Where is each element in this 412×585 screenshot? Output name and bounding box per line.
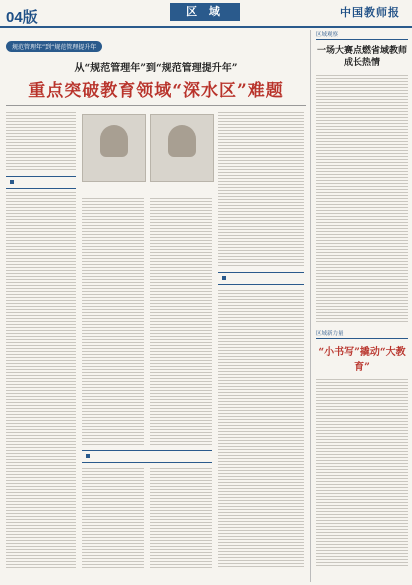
article-body: [6, 110, 306, 568]
sidebar-headline: “小书写”撬动“大教育”: [318, 347, 406, 373]
topic-label: 规范管理年”到“规范管理提升年: [6, 41, 102, 52]
sidebar-section-label: 区域观察: [316, 30, 408, 40]
person-icon: [100, 125, 128, 157]
article-column: [6, 190, 76, 568]
article-column: [82, 466, 144, 568]
sidebar: [316, 30, 408, 567]
article-column: [150, 196, 212, 446]
section-subhead: [82, 450, 212, 463]
sidebar-headline: 一场大赛点燃省域教师成长热情: [316, 46, 407, 68]
main-headline: 重点突破教育领域“深水区”难题: [28, 81, 284, 101]
bullet-icon: [10, 180, 14, 184]
portrait-photo: [150, 114, 214, 182]
section-title: 区 域: [170, 3, 240, 21]
sidebar-section-label: 区域新力量: [316, 329, 408, 339]
sidebar-body: [316, 377, 408, 567]
column-divider: [310, 30, 311, 582]
lead-story: [6, 34, 306, 568]
page-number: 04版: [6, 9, 38, 26]
section-subhead: [6, 176, 76, 189]
article-column: [218, 110, 304, 268]
person-icon: [168, 125, 196, 157]
portrait-photo: [82, 114, 146, 182]
masthead-logo: 中国教师报: [340, 6, 400, 19]
sidebar-body: [316, 73, 408, 323]
bullet-icon: [222, 276, 226, 280]
article-column: [6, 110, 76, 172]
article-column: [218, 288, 304, 568]
section-subhead: [218, 272, 304, 285]
kicker: 从“规范管理年”到“规范管理提升年”: [74, 63, 238, 74]
bullet-icon: [86, 454, 90, 458]
article-column: [150, 466, 212, 568]
divider: [6, 105, 306, 106]
page-header: [0, 0, 412, 28]
article-column: [82, 196, 144, 446]
